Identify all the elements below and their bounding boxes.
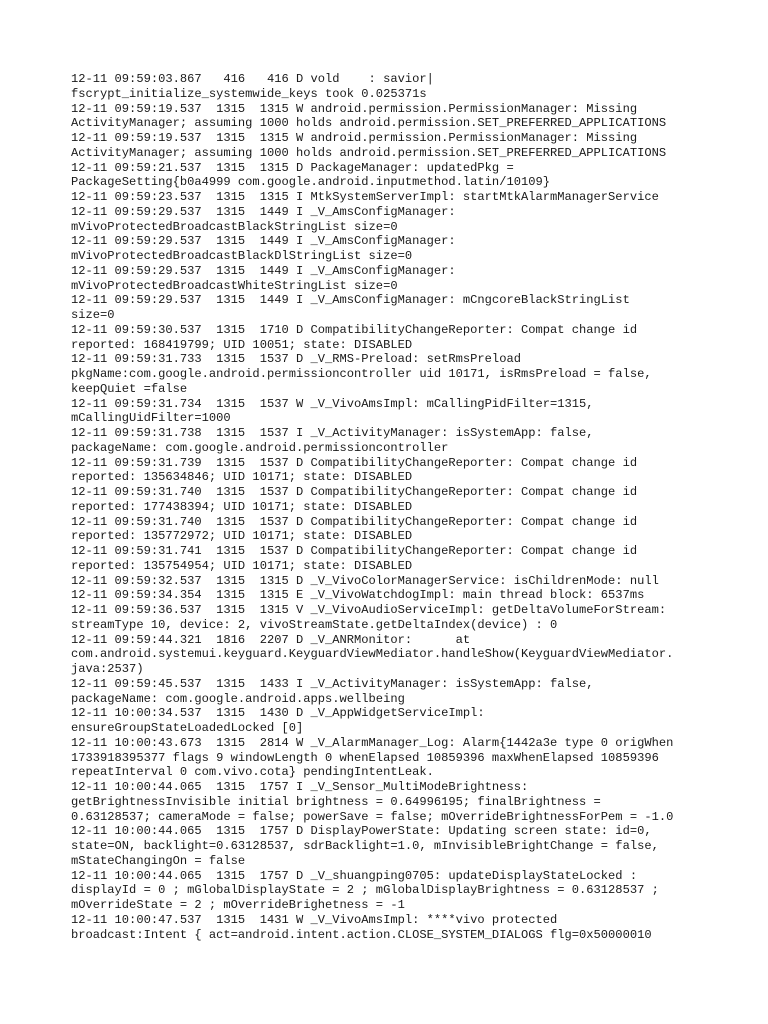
log-line: reported: 168419799; UID 10051; state: DISABLED bbox=[71, 337, 413, 352]
log-line: reported: 135772972; UID 10171; state: DISABLED bbox=[71, 529, 413, 544]
log-line: 12-11 10:00:44.065 1315 1757 D _V_shuangping0705: updateDisplayStateLocked : bbox=[71, 868, 638, 883]
log-line: 12-11 09:59:03.867 416 416 D vold : savior| bbox=[71, 72, 434, 86]
log-line: streamType 10, device: 2, vivoStreamState.getDeltaIndex(device) : 0 bbox=[71, 617, 558, 632]
log-line: 12-11 09:59:29.537 1315 1449 I _V_AmsConfigManager: bbox=[71, 234, 456, 249]
log-line: packageName: com.google.android.apps.wellbeing bbox=[71, 691, 405, 706]
log-line: 12-11 09:59:31.741 1315 1537 D CompatibilityChangeReporter: Compat change id bbox=[71, 544, 638, 558]
log-text-block bbox=[71, 72, 711, 942]
log-line: 12-11 09:59:19.537 1315 1315 W android.permission.PermissionManager: Missing bbox=[71, 131, 638, 145]
log-line: broadcast:Intent { act=android.intent.action.CLOSE_SYSTEM_DIALOGS flg=0x50000010 bbox=[71, 927, 652, 942]
log-line: packageName: com.google.android.permissioncontroller bbox=[71, 440, 449, 455]
log-line: 12-11 09:59:31.740 1315 1537 D CompatibilityChangeReporter: Compat change id bbox=[71, 485, 638, 499]
log-line: 12-11 09:59:32.537 1315 1315 D _V_VivoColorManagerService: isChildrenMode: null bbox=[71, 573, 659, 588]
log-line: getBrightnessInvisible initial brightness = 0.64996195; finalBrightness = bbox=[71, 794, 601, 809]
log-line: 12-11 09:59:19.537 1315 1315 W android.permission.PermissionManager: Missing bbox=[71, 101, 638, 116]
log-line: pkgName:com.google.android.permissioncontroller uid 10171, isRmsPreload = false, bbox=[71, 367, 652, 381]
log-line: reported: 177438394; UID 10171; state: DISABLED bbox=[71, 499, 413, 514]
log-line: 12-11 09:59:21.537 1315 1315 D PackageManager: updatedPkg = bbox=[71, 160, 514, 175]
log-line: mOverrideState = 2 ; mOverrideBrighetness = -1 bbox=[71, 898, 405, 912]
log-line: reported: 135634846; UID 10171; state: DISABLED bbox=[71, 470, 413, 485]
log-line: 12-11 09:59:23.537 1315 1315 I MtkSystemServerImpl: startMtkAlarmManagerService bbox=[71, 190, 659, 204]
log-line: 12-11 09:59:31.733 1315 1537 D _V_RMS-Preload: setRmsPreload bbox=[71, 352, 521, 367]
log-line: displayId = 0 ; mGlobalDisplayState = 2 ; mGlobalDisplayBrightness = 0.63128537 ; bbox=[71, 883, 659, 898]
log-line: keepQuiet =false bbox=[71, 381, 188, 396]
log-line: 12-11 10:00:34.537 1315 1430 D _V_AppWidgetServiceImpl: bbox=[71, 706, 485, 721]
log-line: ensureGroupStateLoadedLocked [0] bbox=[71, 721, 304, 735]
log-line: repeatInterval 0 com.vivo.cota} pendingIntentLeak. bbox=[71, 765, 434, 780]
log-line: mCallingUidFilter=1000 bbox=[71, 411, 231, 426]
log-line: 12-11 10:00:47.537 1315 1431 W _V_VivoAmsImpl: ****vivo protected bbox=[71, 912, 558, 927]
log-line: ActivityManager; assuming 1000 holds android.permission.SET_PREFERRED_APPLICATIONS bbox=[71, 145, 667, 160]
log-line: mVivoProtectedBroadcastBlackDlStringList size=0 bbox=[71, 249, 413, 263]
log-line: ActivityManager; assuming 1000 holds android.permission.SET_PREFERRED_APPLICATIONS bbox=[71, 116, 667, 131]
log-line: 0.63128537; cameraMode = false; powerSave = false; mOverrideBrightnessForPem = -1.0 bbox=[71, 809, 674, 824]
log-line: 12-11 09:59:30.537 1315 1710 D CompatibilityChangeReporter: Compat change id bbox=[71, 322, 638, 337]
log-line: 12-11 09:59:31.738 1315 1537 I _V_ActivityManager: isSystemApp: false, bbox=[71, 426, 594, 440]
log-line: 12-11 09:59:31.739 1315 1537 D CompatibilityChangeReporter: Compat change id bbox=[71, 455, 638, 470]
log-line: fscrypt_initialize_systemwide_keys took 0.025371s bbox=[71, 86, 427, 101]
log-line: 12-11 10:00:43.673 1315 2814 W _V_AlarmManager_Log: Alarm{1442a3e type 0 origWhen bbox=[71, 735, 674, 750]
log-line: PackageSetting{b0a4999 com.google.android.inputmethod.latin/10109} bbox=[71, 175, 550, 190]
log-line: reported: 135754954; UID 10171; state: DISABLED bbox=[71, 558, 413, 573]
log-line: mVivoProtectedBroadcastWhiteStringList size=0 bbox=[71, 278, 398, 293]
log-line: 12-11 09:59:45.537 1315 1433 I _V_ActivityManager: isSystemApp: false, bbox=[71, 676, 594, 691]
log-line: 12-11 09:59:31.734 1315 1537 W _V_VivoAmsImpl: mCallingPidFilter=1315, bbox=[71, 396, 594, 411]
log-line: java:2537) bbox=[71, 662, 144, 676]
log-line: mStateChangingOn = false bbox=[71, 853, 246, 868]
log-line: 12-11 10:00:44.065 1315 1757 D DisplayPowerState: Updating screen state: id=0, bbox=[71, 824, 652, 839]
log-line: 12-11 09:59:34.354 1315 1315 E _V_VivoWatchdogImpl: main thread block: 6537ms bbox=[71, 588, 645, 603]
log-line: 12-11 09:59:29.537 1315 1449 I _V_AmsConfigManager: bbox=[71, 263, 456, 278]
log-line: 1733918395377 flags 9 windowLength 0 whenElapsed 10859396 maxWhenElapsed 10859396 bbox=[71, 750, 659, 765]
log-line: 12-11 09:59:29.537 1315 1449 I _V_AmsConfigManager: bbox=[71, 204, 456, 219]
log-line: 12-11 09:59:44.321 1816 2207 D _V_ANRMonitor: at bbox=[71, 632, 471, 647]
log-line: 12-11 09:59:36.537 1315 1315 V _V_VivoAudioServiceImpl: getDeltaVolumeForStream: bbox=[71, 603, 667, 617]
log-line: 12-11 09:59:29.537 1315 1449 I _V_AmsConfigManager: mCngcoreBlackStringList bbox=[71, 293, 630, 308]
log-line: size=0 bbox=[71, 308, 115, 322]
log-line: com.android.systemui.keyguard.KeyguardViewMediator.handleShow(KeyguardViewMediator. bbox=[71, 647, 674, 662]
log-line: mVivoProtectedBroadcastBlackStringList size=0 bbox=[71, 219, 398, 234]
log-line: state=ON, backlight=0.63128537, sdrBacklight=1.0, mInvisibleBrightChange = false, bbox=[71, 839, 659, 853]
log-line: 12-11 09:59:31.740 1315 1537 D CompatibilityChangeReporter: Compat change id bbox=[71, 514, 638, 529]
log-line: 12-11 10:00:44.065 1315 1757 I _V_Sensor_MultiModeBrightness: bbox=[71, 780, 529, 794]
